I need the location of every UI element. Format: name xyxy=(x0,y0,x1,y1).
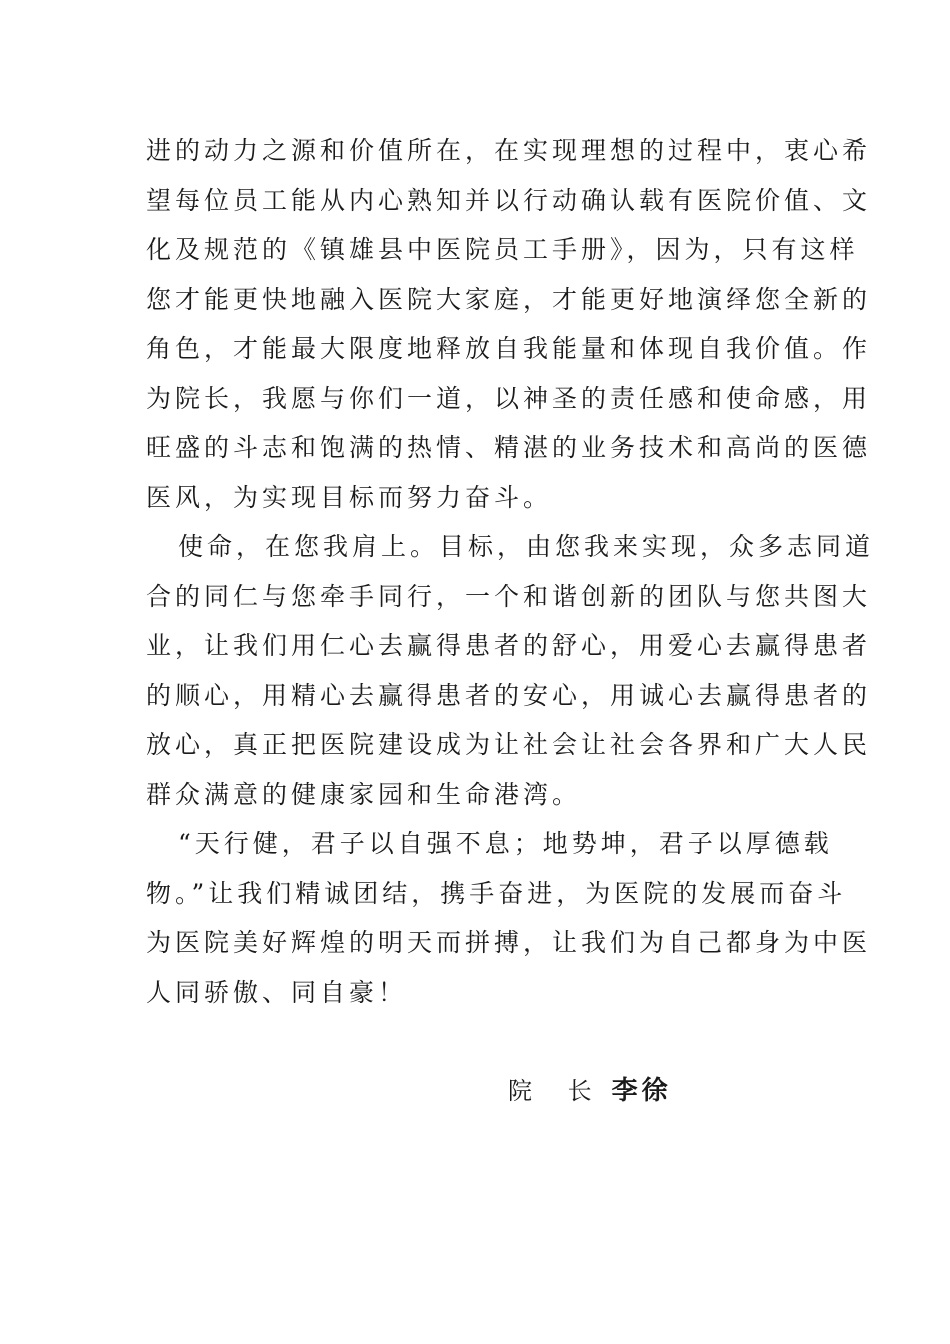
text-line: 使命，在您我肩上。目标，由您我来实现，众多志同道 xyxy=(178,532,875,561)
text-line: 的顺心，用精心去赢得患者的安心，用诚心去赢得患者的 xyxy=(146,680,872,710)
text-line: 您才能更快地融入医院大家庭，才能更好地演绎您全新的 xyxy=(146,284,872,314)
text-line: 进的动力之源和价值所在，在实现理想的过程中，衷心希 xyxy=(146,136,872,165)
text-line: 为医院美好辉煌的明天而拼搏，让我们为自己都身为中医 xyxy=(146,928,872,957)
text-line: 群众满意的健康家园和生命港湾。 xyxy=(146,779,582,809)
signature-block xyxy=(492,1025,672,1106)
text-line: 物。”让我们精诚团结，携手奋进，为医院的发展而奋斗 xyxy=(146,878,847,908)
text-line: 角色，才能最大限度地释放自我能量和体现自我价值。作 xyxy=(146,334,872,363)
paragraph-2 xyxy=(146,522,875,819)
text-line: 旺盛的斗志和饱满的热情、精湛的业务技术和高尚的医德 xyxy=(146,433,872,462)
text-line: 医风，为实现目标而努力奋斗。 xyxy=(146,482,553,512)
text-line: 为院长，我愿与你们一道，以神圣的责任感和使命感，用 xyxy=(146,383,872,413)
paragraph-3 xyxy=(146,819,872,1017)
signature-name: 李徐 xyxy=(611,1076,672,1106)
text-line: 放心，真正把医院建设成为让社会让社会各界和广大人民 xyxy=(146,730,872,759)
text-line: 人同骄傲、同自豪！ xyxy=(146,977,408,1007)
text-line: “天行健，君子以自强不息；地势坤，君子以厚德载 xyxy=(178,829,833,858)
text-line: 化及规范的《镇雄县中医院员工手册》，因为，只有这样 xyxy=(146,235,859,264)
text-line: 业，让我们用仁心去赢得患者的舒心，用爱心去赢得患者 xyxy=(146,631,872,660)
text-line: 望每位员工能从内心熟知并以行动确认载有医院价值、文 xyxy=(146,185,872,215)
text-line: 合的同仁与您牵手同行，一个和谐创新的团队与您共图大 xyxy=(146,581,872,611)
paragraph-1 xyxy=(146,126,872,522)
signature-title: 院 长 xyxy=(508,1077,606,1105)
letter-body xyxy=(146,126,875,1017)
